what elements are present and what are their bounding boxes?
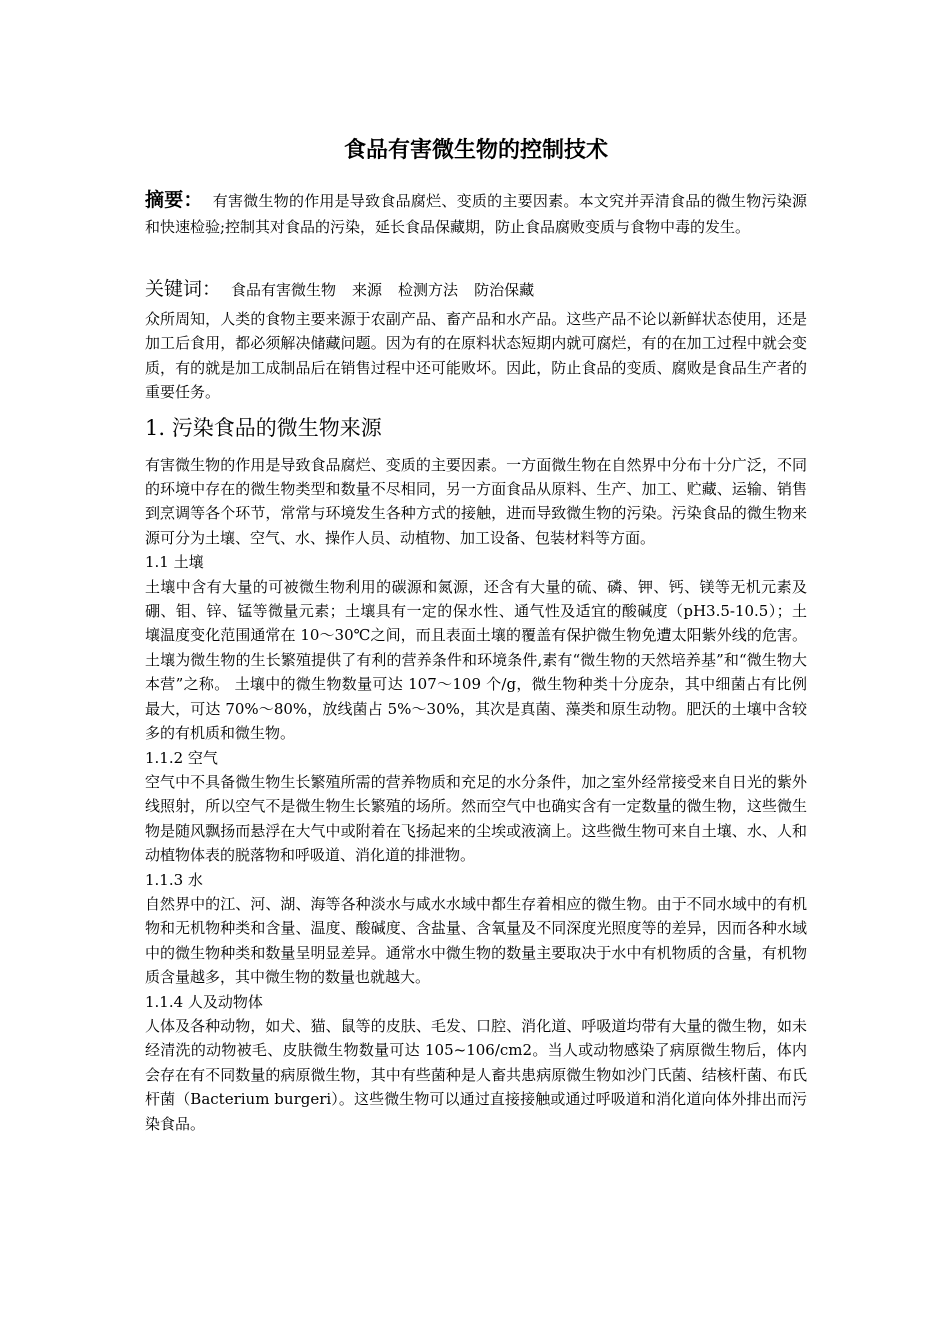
subsection-paragraph-water: 自然界中的江、河、湖、海等各种淡水与咸水水域中都生存着相应的微生物。由于不同水域中的有机物和无机物种类和含量、温度、酸碱度、含盐量、含氧量及不同深度光照度等的差异，因而各种水域中的微生物种类和数量呈明显差异。通常水中微生物的数量主要取决于水中有机物质的含量，有机物质含量越多，其中微生物的数量也就越大。 — [145, 894, 807, 987]
subsection-paragraph-humans-animals: 人体及各种动物，如犬、猫、鼠等的皮肤、毛发、口腔、消化道、呼吸道均带有大量的微生物，如未经清洗的动物被毛、皮肤微生物数量可达 105~106/cm2。当人或动物感染了病原微生物后，体内会存在有不同数量的病原微生物，其中有些菌种是人畜共患病原微生物如沙门氏菌、结核杆菌、布氏杆菌（Bacterium burgeri）。这些微生物可以通过直接接触或通过呼吸道和消化道向体外排出而污染食品。 — [145, 1016, 807, 1133]
subsection-heading-soil: 1.1 土壤 — [145, 553, 204, 572]
keywords — [145, 276, 807, 303]
intro-paragraph: 众所周知，人类的食物主要来源于农副产品、畜产品和水产品。这些产品不论以新鲜状态使用，还是加工后食用，都必须解决储藏问题。因为有的在原料状态短期内就可腐烂，有的在加工过程中就会变质，有的就是加工成制品后在销售过程中还可能败坏。因此，防止食品的变质、腐败是食品生产者的重要任务。 — [145, 310, 807, 402]
subsection-paragraph-soil: 土壤中含有大量的可被微生物利用的碳源和氮源，还含有大量的硫、磷、钾、钙、镁等无机元素及硼、钼、锌、锰等微量元素；土壤具有一定的保水性、通气性及适宜的酸碱度（pH3.5-10.5）；土壤温度变化范围通常在 10～30℃之间，而且表面土壤的覆盖有保护微生物免遭太阳紫外线的危害。 土壤为微生物的生长繁殖提供了有利的营养条件和环境条件,素有“微生物的天然培养基”和“微生物大本营”之称。 土壤中的微生物数量可达 107～109 个/g，微生物种类十分庞杂，其中细菌占有比例最大，可达 70%～80%，放线菌占 5%～30%，其次是真菌、藻类和原生动物。肥沃的土壤中含较多的有机质和微生物。 — [145, 577, 807, 743]
keyword-item: 防治保藏 — [474, 281, 535, 299]
subsection-paragraph-air: 空气中不具备微生物生长繁殖所需的营养物质和充足的水分条件，加之室外经常接受来自日光的紫外线照射，所以空气不是微生物生长繁殖的场所。然而空气中也确实含有一定数量的微生物，这些微生物是随风飘扬而悬浮在大气中或附着在飞扬起来的尘埃或液滴上。这些微生物可来自土壤、水、人和动植物体表的脱落物和呼吸道、消化道的排泄物。 — [145, 772, 807, 865]
subsection-heading-air: 1.1.2 空气 — [145, 748, 218, 767]
keyword-item: 检测方法 — [398, 281, 459, 299]
abstract-label: 摘要： — [145, 189, 203, 211]
section-paragraph: 有害微生物的作用是导致食品腐烂、变质的主要因素。一方面微生物在自然界中分布十分广泛，不同的环境中存在的微生物类型和数量不尽相同，另一方面食品从原料、生产、加工、贮藏、运输、销售到烹调等各个环节，常常与环境发生各种方式的接触，进而导致微生物的污染。污染食品的微生物来源可分为土壤、空气、水、操作人员、动植物、加工设备、包装材料等方面。 — [145, 455, 807, 547]
document-body — [145, 135, 807, 1136]
subsection-heading-humans-animals: 1.1.4 人及动物体 — [145, 992, 263, 1011]
keywords-label: 关键词： — [145, 278, 222, 300]
section-heading: 1. 污染食品的微生物来源 — [145, 415, 382, 440]
paper-title: 食品有害微生物的控制技术 — [343, 138, 608, 163]
keyword-item: 来源 — [352, 281, 383, 299]
subsection-heading-water: 1.1.3 水 — [145, 870, 203, 889]
abstract-text: 有害微生物的作用是导致食品腐烂、变质的主要因素。本文究并弄清食品的微生物污染源和快速检验;控制其对食品的污染，延长食品保藏期，防止食品腐败变质与食物中毒的发生。 — [145, 192, 807, 236]
abstract — [145, 187, 807, 240]
keyword-item: 食品有害微生物 — [231, 281, 337, 299]
